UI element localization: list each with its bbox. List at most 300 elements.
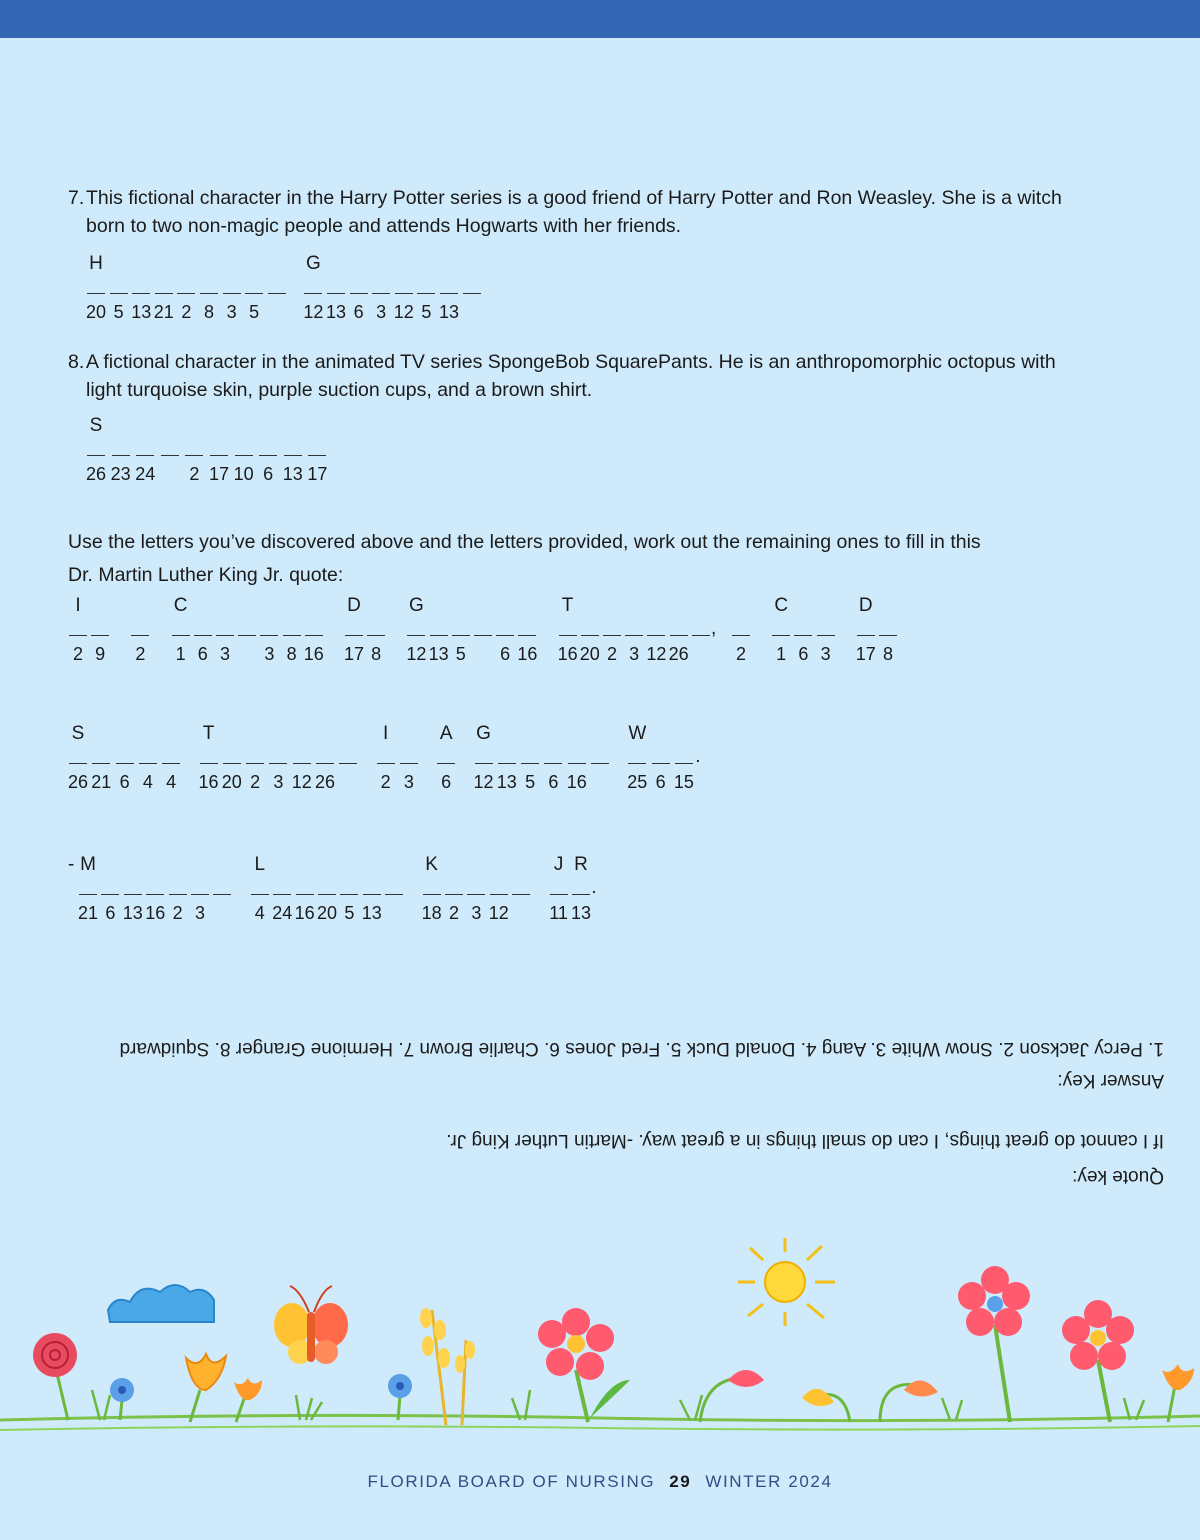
letter-cell xyxy=(272,855,292,923)
code-number: 12 xyxy=(393,302,414,322)
answer-key-text: 1. Percy Jackson 2. Snow White 3. Aang 4. Donald Duck 5. Fred Jones 6. Charlie Brown 7. Hermione Granger 8. Squidward xyxy=(119,1038,1164,1059)
hint-letter xyxy=(90,596,110,616)
answer-key-upside-down xyxy=(0,1018,1200,1188)
letter-cell xyxy=(489,855,509,923)
letter-blank xyxy=(340,882,358,895)
letter-cell xyxy=(436,724,456,792)
hint-letter xyxy=(154,254,174,274)
code-number: 3 xyxy=(403,772,414,792)
letter-cell xyxy=(856,596,876,664)
letter-cell xyxy=(651,724,671,792)
code-number: 26 xyxy=(68,772,89,792)
code-number: 16 xyxy=(303,644,324,664)
letter-blank xyxy=(372,281,390,294)
code-number: 6 xyxy=(655,772,666,792)
answer-key-label: Answer Key: xyxy=(1057,1070,1164,1091)
letter-blank xyxy=(521,751,539,764)
letter-blank xyxy=(200,751,218,764)
hint-letter xyxy=(567,724,587,744)
hint-letter xyxy=(399,724,419,744)
hint-letter xyxy=(674,724,694,744)
hint-letter xyxy=(267,254,287,274)
hint-letter xyxy=(497,724,517,744)
hint-letter: I xyxy=(382,723,389,744)
code-number: 8 xyxy=(882,644,893,664)
code-number: 21 xyxy=(78,903,99,923)
hint-letter xyxy=(339,855,359,875)
hint-letter xyxy=(222,724,242,744)
red-flower-icon xyxy=(33,1333,77,1420)
hint-letter xyxy=(115,724,135,744)
hint-letter: W xyxy=(628,723,647,744)
code-number: 3 xyxy=(471,903,482,923)
letter-cell xyxy=(422,855,442,923)
letter-blank xyxy=(69,751,87,764)
hint-letter xyxy=(282,596,302,616)
letter-cell xyxy=(326,254,346,322)
code-number: 12 xyxy=(406,644,427,664)
letter-blank xyxy=(794,623,812,636)
code-number: 9 xyxy=(95,644,106,664)
letter-cell xyxy=(86,254,106,322)
hint-letter xyxy=(451,596,471,616)
letter-cell xyxy=(268,724,288,792)
letter-blank xyxy=(200,281,218,294)
letter-cell xyxy=(473,596,493,644)
code-number: 13 xyxy=(496,772,517,792)
letter-cell xyxy=(406,596,426,664)
code-number: 21 xyxy=(91,772,112,792)
letter-blank xyxy=(581,623,599,636)
hint-letter xyxy=(439,254,459,274)
code-number: 8 xyxy=(286,644,297,664)
meadow-illustration xyxy=(0,1230,1200,1460)
hint-letter xyxy=(184,416,204,436)
letter-cell xyxy=(549,855,569,923)
letter-cell xyxy=(283,416,303,484)
letter-blank xyxy=(490,882,508,895)
letter-cell xyxy=(543,724,563,792)
quote-instructions xyxy=(68,526,1138,592)
letter-blank xyxy=(185,443,203,456)
letter-cell xyxy=(138,724,158,792)
code-number: 3 xyxy=(629,644,640,664)
letter-cell xyxy=(68,596,88,664)
hint-letter xyxy=(272,855,292,875)
question-number: 7. xyxy=(68,187,85,209)
letter-blank xyxy=(69,623,87,636)
letter-blank xyxy=(318,882,336,895)
letter-blank xyxy=(350,281,368,294)
letter-blank xyxy=(273,882,291,895)
punctuation-mark: . xyxy=(695,746,701,767)
hint-letter xyxy=(135,416,155,436)
question-8 xyxy=(68,348,1138,404)
code-number: 2 xyxy=(72,644,83,664)
code-number: 13 xyxy=(122,903,143,923)
letter-blank xyxy=(518,623,536,636)
hint-letter xyxy=(109,254,129,274)
letter-cell xyxy=(199,724,219,792)
hint-letter xyxy=(259,596,279,616)
hint-letter xyxy=(292,724,312,744)
hint-letter xyxy=(222,254,242,274)
hint-letter xyxy=(338,724,358,744)
letter-cell xyxy=(135,416,155,484)
hint-letter xyxy=(215,596,235,616)
letter-blank xyxy=(363,882,381,895)
letter-blank xyxy=(216,623,234,636)
letter-blank xyxy=(395,281,413,294)
letter-cell xyxy=(222,254,242,322)
letter-blank xyxy=(112,443,130,456)
letter-blank xyxy=(101,882,119,895)
letter-blank xyxy=(474,623,492,636)
hint-letter xyxy=(268,724,288,744)
hint-letter xyxy=(244,254,264,274)
hint-letter xyxy=(193,596,213,616)
code-number: 8 xyxy=(371,644,382,664)
hint-letter xyxy=(295,855,315,875)
letter-blank xyxy=(339,751,357,764)
letter-blank xyxy=(284,443,302,456)
hint-letter xyxy=(371,254,391,274)
letter-cell xyxy=(394,254,414,322)
letter-blank xyxy=(400,751,418,764)
code-number: 13 xyxy=(361,903,382,923)
letter-blank xyxy=(169,882,187,895)
letter-blank xyxy=(136,443,154,456)
letter-cell xyxy=(439,254,459,322)
letter-blank xyxy=(652,751,670,764)
footer-issue: WINTER 2024 xyxy=(705,1472,833,1491)
question-text-line2: light turquoise skin, purple suction cups, and a brown shirt. xyxy=(86,379,593,401)
letter-blank xyxy=(544,751,562,764)
letter-cell xyxy=(590,724,610,772)
code-number: 3 xyxy=(273,772,284,792)
letter-cell xyxy=(339,855,359,923)
code-number: 16 xyxy=(557,644,578,664)
letter-cell xyxy=(669,596,689,664)
letter-cell xyxy=(245,724,265,792)
letter-blank xyxy=(367,623,385,636)
code-number: 2 xyxy=(448,903,459,923)
hint-letter xyxy=(168,855,188,875)
code-number: 17 xyxy=(307,464,328,484)
footer-page-number: 29 xyxy=(669,1472,692,1491)
hint-letter xyxy=(520,724,540,744)
letter-cell xyxy=(495,596,515,664)
code-number: 5 xyxy=(113,302,124,322)
quote-instructions-line2: Dr. Martin Luther King Jr. quote: xyxy=(68,564,344,586)
drooping-flower-icon xyxy=(802,1389,850,1422)
code-number: 1 xyxy=(776,644,787,664)
code-number: 2 xyxy=(606,644,617,664)
hint-letter xyxy=(145,855,165,875)
code-number: 13 xyxy=(571,903,592,923)
hint-letter: T xyxy=(202,723,215,744)
letter-cell xyxy=(580,596,600,664)
letter-blank xyxy=(246,751,264,764)
code-number: 26 xyxy=(315,772,336,792)
quote-instructions-line1: Use the letters you’ve discovered above and the letters provided, work out the remaining ones to fill in this xyxy=(68,531,981,553)
pink-flower-icon xyxy=(1062,1300,1134,1422)
hint-letter xyxy=(317,855,337,875)
code-number: 24 xyxy=(135,464,156,484)
code-number: 2 xyxy=(250,772,261,792)
hint-letter: M xyxy=(80,854,96,875)
question-text-line1: A fictional character in the animated TV series SpongeBob SquarePants. He is an anthropomorphic octopus with xyxy=(86,351,1056,373)
letter-cell xyxy=(771,596,791,664)
code-number: 2 xyxy=(189,464,200,484)
letter-cell xyxy=(384,855,404,903)
letter-blank xyxy=(293,751,311,764)
letter-cell xyxy=(90,596,110,664)
code-number: 18 xyxy=(421,903,442,923)
letter-blank xyxy=(327,281,345,294)
code-number: 17 xyxy=(855,644,876,664)
letter-cell xyxy=(199,254,219,322)
letter-cell xyxy=(399,724,419,792)
cloud-icon xyxy=(108,1285,214,1322)
question-number: 8. xyxy=(68,351,85,373)
letter-blank xyxy=(407,623,425,636)
wheat-icon xyxy=(420,1308,475,1425)
hint-letter xyxy=(466,855,486,875)
letter-blank xyxy=(259,443,277,456)
grass-line xyxy=(0,1415,1200,1420)
letter-cell xyxy=(267,254,287,302)
letter-cell xyxy=(878,596,898,664)
hint-letter: G xyxy=(306,253,321,274)
hint-letter xyxy=(495,596,515,616)
hint-letter: S xyxy=(71,723,85,744)
code-number: 8 xyxy=(203,302,214,322)
code-number: 24 xyxy=(272,903,293,923)
code-number: 16 xyxy=(566,772,587,792)
hint-letter xyxy=(283,416,303,436)
letter-cell xyxy=(520,724,540,792)
letter-blank xyxy=(172,623,190,636)
letter-blank xyxy=(146,882,164,895)
hint-letter: C xyxy=(774,595,789,616)
punctuation-mark: . xyxy=(591,877,597,898)
code-number: 12 xyxy=(473,772,494,792)
letter-blank xyxy=(437,751,455,764)
letter-cell xyxy=(244,254,264,322)
letter-cell xyxy=(816,596,836,664)
letter-blank xyxy=(296,882,314,895)
code-number: 21 xyxy=(153,302,174,322)
hint-letter xyxy=(691,596,711,616)
letter-cell xyxy=(212,855,232,903)
code-number: 17 xyxy=(209,464,230,484)
letter-blank xyxy=(463,281,481,294)
code-number: 12 xyxy=(291,772,312,792)
code-number: 3 xyxy=(376,302,387,322)
hint-letter xyxy=(543,724,563,744)
hint-letter xyxy=(130,596,150,616)
code-number: 12 xyxy=(488,903,509,923)
code-number: 3 xyxy=(194,903,205,923)
letter-cell xyxy=(111,416,131,484)
letter-blank xyxy=(647,623,665,636)
hint-letter: S xyxy=(89,415,103,436)
letter-cell xyxy=(184,416,204,484)
letter-cell xyxy=(68,724,88,792)
letter-blank xyxy=(245,281,263,294)
letter-cell xyxy=(416,254,436,322)
letter-blank xyxy=(223,751,241,764)
letter-blank xyxy=(559,623,577,636)
letter-cell xyxy=(474,724,494,792)
hint-letter xyxy=(646,596,666,616)
letter-cell xyxy=(258,416,278,484)
code-number: 3 xyxy=(264,644,275,664)
code-number: 15 xyxy=(673,772,694,792)
code-number: 3 xyxy=(226,302,237,322)
letter-cell xyxy=(193,596,213,664)
code-number: 6 xyxy=(353,302,364,322)
letter-blank xyxy=(269,751,287,764)
letter-cell xyxy=(451,596,471,664)
letter-blank xyxy=(377,751,395,764)
code-number: 17 xyxy=(344,644,365,664)
letter-blank xyxy=(625,623,643,636)
hint-letter xyxy=(245,724,265,744)
hint-letter xyxy=(176,254,196,274)
letter-cell xyxy=(466,855,486,923)
letter-cell xyxy=(295,855,315,923)
butterfly-icon xyxy=(274,1286,348,1364)
letter-blank xyxy=(155,281,173,294)
letter-cell xyxy=(176,254,196,322)
letter-cell xyxy=(282,596,302,664)
code-number: 13 xyxy=(131,302,152,322)
question-text-line1: This fictional character in the Harry Potter series is a good friend of Harry Potter and Ron Weasley. She is a witch xyxy=(86,187,1062,209)
code-number: 6 xyxy=(441,772,452,792)
pink-flower-icon xyxy=(538,1308,630,1422)
letter-blank xyxy=(445,882,463,895)
letter-blank xyxy=(512,882,530,895)
letter-cell xyxy=(338,724,358,772)
code-number: 6 xyxy=(119,772,130,792)
hint-letter xyxy=(489,855,509,875)
letter-blank xyxy=(194,623,212,636)
code-number: 2 xyxy=(380,772,391,792)
hint-letter xyxy=(123,855,143,875)
hint-letter xyxy=(878,596,898,616)
letter-cell xyxy=(691,596,711,644)
letter-blank xyxy=(87,443,105,456)
letter-cell xyxy=(160,416,180,464)
code-number: 2 xyxy=(181,302,192,322)
letter-cell xyxy=(115,724,135,792)
code-number: 5 xyxy=(249,302,260,322)
letter-cell xyxy=(222,724,242,792)
letter-blank xyxy=(116,751,134,764)
letter-blank xyxy=(628,751,646,764)
hint-letter xyxy=(161,724,181,744)
letter-blank xyxy=(879,623,897,636)
letter-blank xyxy=(732,623,750,636)
letter-cell xyxy=(100,855,120,923)
letter-cell xyxy=(171,596,191,664)
attribution-dash: - xyxy=(68,854,75,875)
hint-letter: G xyxy=(476,723,491,744)
hint-letter xyxy=(384,855,404,875)
letter-blank xyxy=(308,443,326,456)
code-number: 1 xyxy=(175,644,186,664)
letter-cell xyxy=(646,596,666,664)
code-number: 3 xyxy=(219,644,230,664)
letter-cell xyxy=(123,855,143,923)
letter-blank xyxy=(304,281,322,294)
hint-letter xyxy=(349,254,369,274)
letter-cell xyxy=(145,855,165,923)
top-color-bar xyxy=(0,0,1200,38)
code-number: 20 xyxy=(86,302,107,322)
letter-cell xyxy=(362,855,382,923)
letter-cell xyxy=(131,254,151,322)
hint-letter xyxy=(793,596,813,616)
quote-key-label: Quote key: xyxy=(1072,1166,1164,1187)
letter-cell xyxy=(371,254,391,322)
letter-blank xyxy=(603,623,621,636)
letter-blank xyxy=(817,623,835,636)
letter-blank xyxy=(260,623,278,636)
code-number: 16 xyxy=(198,772,219,792)
letter-cell xyxy=(429,596,449,664)
letter-cell xyxy=(190,855,210,923)
drooping-flower-icon xyxy=(880,1380,938,1422)
code-number: 13 xyxy=(282,464,303,484)
hint-letter xyxy=(307,416,327,436)
letter-blank xyxy=(268,281,286,294)
letter-blank xyxy=(496,623,514,636)
letter-cell xyxy=(91,724,111,792)
letter-blank xyxy=(440,281,458,294)
hint-letter xyxy=(362,855,382,875)
letter-blank xyxy=(772,623,790,636)
letter-blank xyxy=(251,882,269,895)
hint-letter xyxy=(138,724,158,744)
letter-cell xyxy=(292,724,312,792)
letter-blank xyxy=(162,751,180,764)
quote-key-text: If I cannot do great things, I can do small things in a great way. -Martin Luther King Jr. xyxy=(446,1130,1164,1151)
letter-blank xyxy=(235,443,253,456)
hint-letter: D xyxy=(347,595,361,616)
hint-letter xyxy=(602,596,622,616)
code-number: 6 xyxy=(500,644,511,664)
letter-cell xyxy=(344,596,364,664)
hint-letter: D xyxy=(858,595,873,616)
hint-letter: R xyxy=(574,854,588,875)
hint-letter xyxy=(517,596,537,616)
hint-letter xyxy=(651,724,671,744)
letter-blank xyxy=(385,882,403,895)
letter-blank xyxy=(417,281,435,294)
footer-publication: FLORIDA BOARD OF NURSING xyxy=(367,1472,656,1491)
code-number: 5 xyxy=(344,903,355,923)
letter-blank xyxy=(191,882,209,895)
letter-cell xyxy=(602,596,622,664)
letter-blank xyxy=(92,751,110,764)
letter-blank xyxy=(210,443,228,456)
hint-letter xyxy=(816,596,836,616)
letter-cell xyxy=(558,596,578,664)
hint-letter: C xyxy=(173,595,188,616)
